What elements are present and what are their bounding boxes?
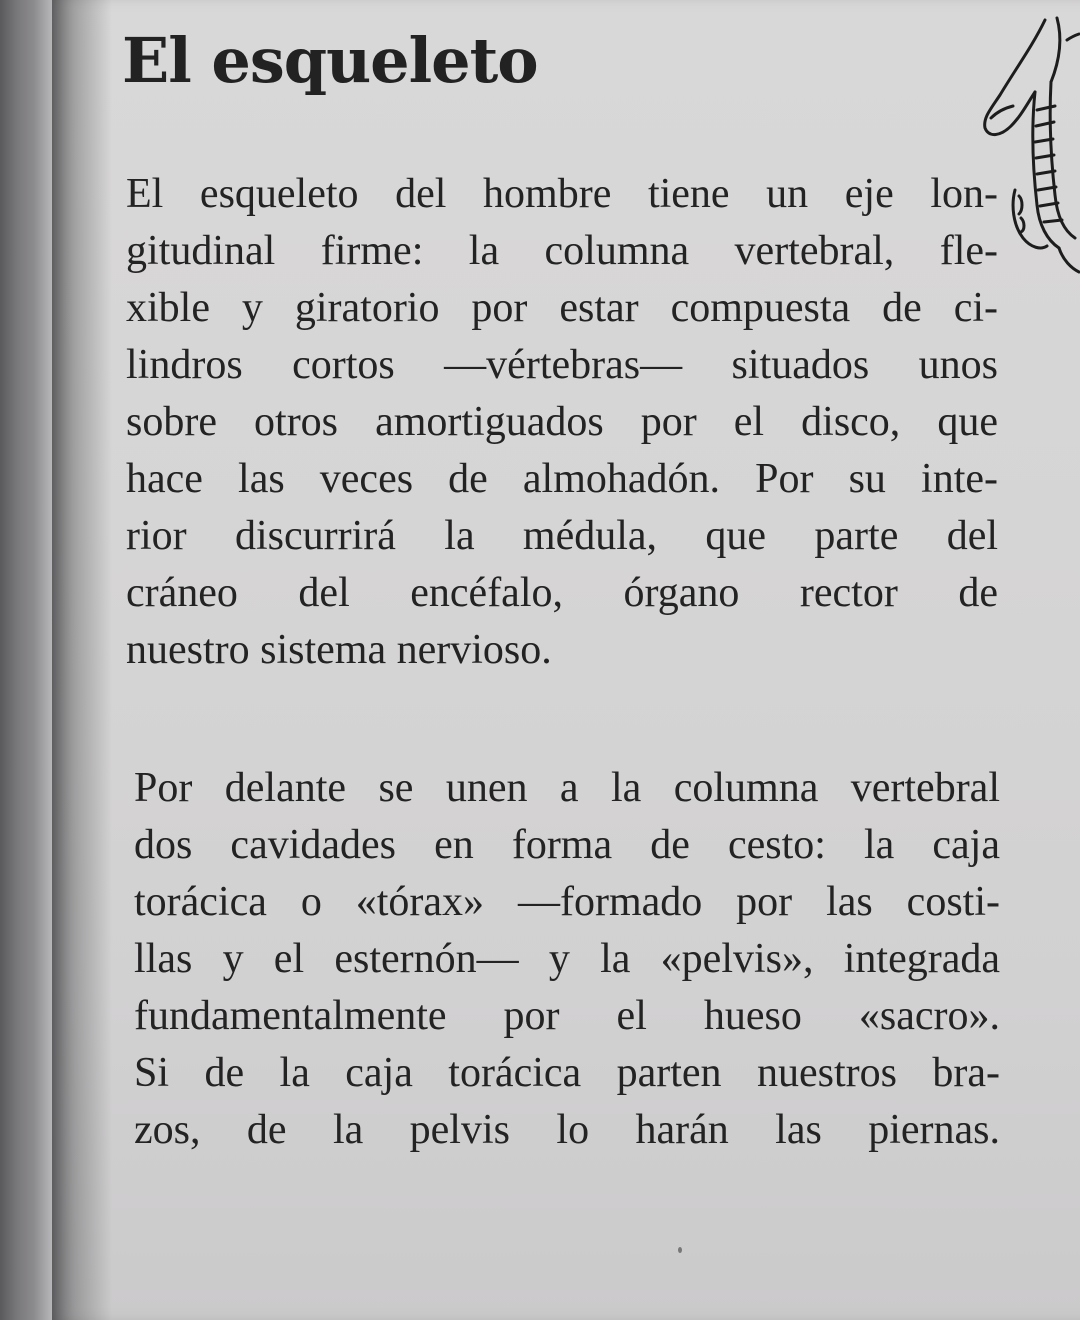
text-line: gitudinal firme: la columna vertebral, fle- — [126, 228, 998, 274]
text-line: sobre otros amortiguados por el disco, que — [126, 399, 998, 445]
text-line: nuestro sistema nervioso. — [126, 627, 552, 673]
page-title: El esqueleto — [122, 24, 538, 97]
text-line: llas y el esternón— y la «pelvis», integrada — [134, 936, 1000, 982]
text-line: torácica o «tórax» —formado por las costi- — [134, 879, 1000, 925]
paragraph-2 — [134, 760, 1000, 1159]
text-line: hace las veces de almohadón. Por su inte- — [126, 456, 998, 502]
text-line: fundamentalmente por el hueso «sacro». — [134, 993, 1000, 1039]
text-line: xible y giratorio por estar compuesta de ci- — [126, 285, 998, 331]
text-line: lindros cortos —vértebras— situados unos — [126, 342, 998, 388]
paper-speck — [678, 1247, 682, 1253]
text-line: zos, de la pelvis lo harán las piernas. — [134, 1107, 1000, 1153]
text-line: El esqueleto del hombre tiene un eje lon- — [126, 171, 998, 217]
text-line: Si de la caja torácica parten nuestros bra- — [134, 1050, 1000, 1096]
paragraph-1 — [126, 166, 998, 679]
text-line: rior discurrirá la médula, que parte del — [126, 513, 998, 559]
text-line: cráneo del encéfalo, órgano rector de — [126, 570, 998, 616]
spine-shadow — [52, 0, 112, 1320]
vertebral-column-icon — [975, 0, 1080, 290]
text-line: dos cavidades en forma de cesto: la caja — [134, 822, 1000, 868]
text-line: Por delante se unen a la columna vertebral — [134, 765, 1000, 811]
